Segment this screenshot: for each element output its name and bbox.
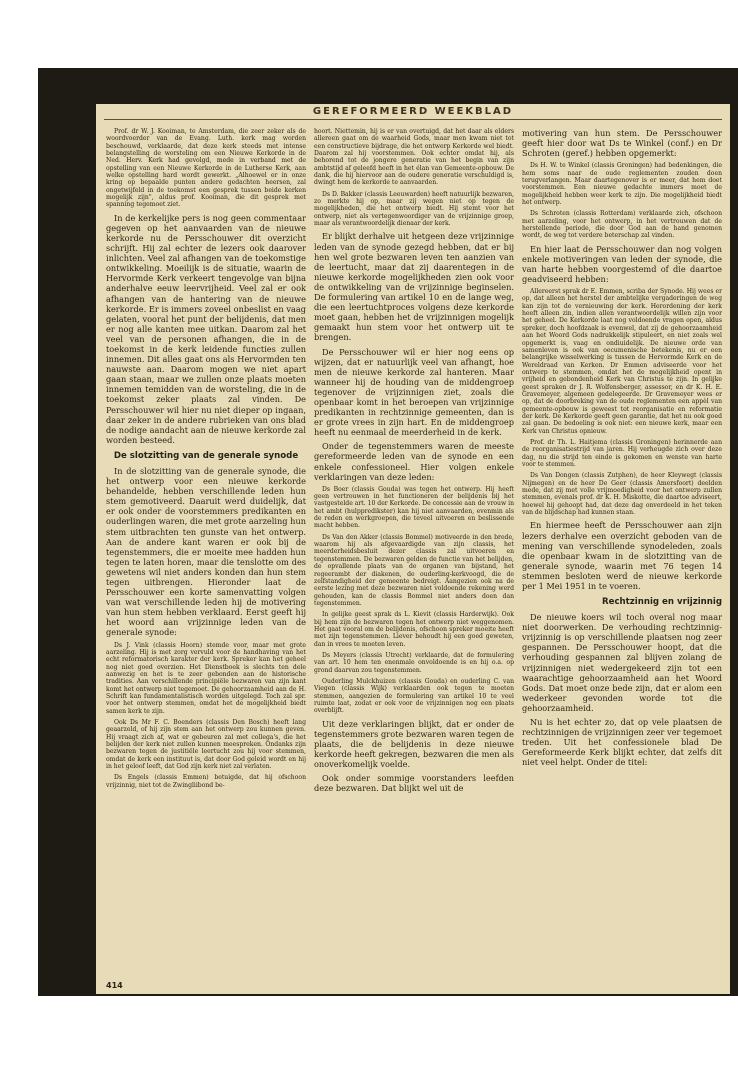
quote-paragraph: Ook Ds Mr F. C. Boenders (classis Den Bosch) heeft lang geaarzeld, of hij zijn stem aan het ontwerp zou kunnen geven. Hij vraagt zich af, wat er gebeuren zal met collega's, die het belijden der kerk niet zullen kunnen meespreken. Ondanks zijn bezwaren tegen de justitiële leertucht zou hij voor stemmen, omdat de kerk een instituut is, dat door God geleid wordt en hij in het geloof leeft, dat God zijn kerk niet zal verlaten. (106, 718, 306, 771)
quote-paragraph: Prof. dr Th. L. Haitjema (classis Groningen) herinnerde aan de reorganisatiestrijd van jaren. Hij verheugde zich over deze dag, nu die strijd ten einde is gekomen en wenste van harte voor te stemmen. (522, 438, 722, 468)
header-rule (104, 119, 722, 120)
quote-paragraph: Ds Van den Akker (classis Bommel) motiveerde in den brede, waarom hij als afgevaardigde van zijn classis, het meerderheidsbesluit dezer classis zal uitvoeren en tegenstemmen. De bezwaren gelden de functie van het belijden, de opvallende plaats van de organen van bijstand, het regeerambt der diakenen, de ouderling-kerkvoogd, die de zelfstandigheid der gemeente bedreigt. Aangezien ook na de eerste lezing met deze bezwaren niet voldoende rekening werd gehouden, kan de classis Bommel niet anders doen dan tegenstemmen. (314, 533, 514, 607)
section-heading: Rechtzinnig en vrijzinnig (602, 597, 722, 608)
quote-paragraph: Ds Boer (classis Gouda) was tegen het ontwerp. Hij heeft geen vertrouwen in het functioneren der belijdenis bij het vastgestelde art. 10 der Kerkorde. De concessie aan de vrouw in het ambt (hulppredikster) kan hij niet aanvaarden, evenmin als de reden en werkgroepen, die teveel uitvoeren en beslissende macht hebben. (314, 485, 514, 530)
body-paragraph: Er blijkt derhalve uit hetgeen deze vrijzinnige leden van de synode gezegd hebben, dat er bij hen wel grote bezwaren leven ten aanzien van de leertucht, maar dat zij daarentegen in de nieuwe kerkorde mogelijkheden zien ook voor de ontwikkeling van de vrijzinnige beginselen. De formulering van artikel 10 en de lange weg, die een leertuchtproces volgens deze kerkorde moet gaan, hebben het de vrijzinnigen mogelijk gemaakt hun stem voor het ontwerp uit te brengen. (314, 231, 514, 343)
body-paragraph: En hiermee heeft de Persschouwer aan zijn lezers derhalve een overzicht geboden van de mening van verschillende synodeleden, zoals die openbaar kwam in de slotzitting van de generale synode, waarin met 76 tegen 14 stemmen besloten werd de nieuwe kerkorde per 1 Mei 1951 in te voeren. (522, 520, 722, 591)
quote-paragraph: Ds J. Vink (classis Hoorn) stemde voor, maar met grote aarzeling. Hij is met zorg vervuld voor de handhaving van het echt reformatorisch karakter der kerk. Spreker kan het geheel nog niet goed overzien. Het Dienstboek is slechts ten dele aanwezig en het is te zeer gebonden aan de historische tradities. Aan verschillende principiële bezwaren van zijn kant komt het ontwerp niet tegemoet. De gehoorzaamheid aan de H. Schrift kan fundamentalistisch worden uitgelegd. Toch zal spr. voor het ontwerp stemmen, omdat het de mogelijkheid biedt samen kerk te zijn. (106, 641, 306, 715)
body-paragraph: Uit deze verklaringen blijkt, dat er onder de tegenstemmers grote bezwaren waren tegen de plaats, die de belijdenis in deze nieuwe kerkorde heeft gekregen, bezwaren die men als onoverkomelijk voelde. (314, 718, 514, 770)
quote-paragraph: hoort. Niettemin, hij is er van overtuigd, dat het daar als elders allereen gaat om de waarheid Gods, maar men kwam niet tot een constructieve bijdrage, die het ontwerp Kerkorde wel biedt. Daarom zal hij voorstemmen. Ook echter omdat hij, als behorend tot de jongere generatie van het begin van zijn ambtstijd af geleefd heeft in het élan van Gemeente-opbouw. De dank, die hij hiervoor aan de oudere generatie verschuldigd is, dwingt hem de kerkorde te aanvaarden. (314, 128, 514, 187)
quote-paragraph: Ouderling Mulckhuizen (classis Gouda) en ouderling C. van Viegen (classis Wijk) verklaarden ook tegen te moeten stemmen, aangezien de formulering van artikel 10 te veel ruimte laat, zodat er ook voor de vrijzinnigen nog een plaats overblijft. (314, 677, 514, 715)
quote-paragraph: Ds D. Bakker (classis Leeuwarden) heeft natuurlijk bezwaren, zo merkte hij op, maar zij wegen niet op tegen de mogelijkheden, die het ontwerp biedt. Hij stemt voor het ontwerp, niet als vertegenwoordiger van de vrijzinnige groep, maar als verantwoordelijk dienaar der kerk. (314, 190, 514, 228)
quote-paragraph: Ds Engels (classis Emmen) betuigde, dat hij ofschoon vrijzinnig, niet tot de Zwingliibond be- (106, 774, 306, 789)
body-paragraph: In de kerkelijke pers is nog geen commentaar gegeven op het aanvaarden van de nieuwe kerkorde nu de Persschouwer dit overzicht schrijft. Hij zal echter de lezers ook daarover inlichten. Veel zal afhangen van de toekomstige ontwikkeling. Moeilijk is de situatie, waarin de Hervormde Kerk verkeert tengevolge van bijna anderhalve eeuw leervrijheid. Veel zal er ook afhangen van de hantering van de nieuwe kerkorde. Er is immers zoveel onbeslist en vaag gelaten, vooral het punt der belijdenis, dat men er nog alle kanten mee uitkan. Daarom zal het veel van de personen afhangen, die in de toekomst in de kerk leidende functies zullen innemen. Dit alles gaat ons als Hervormden ten nauwste aan. Daarom mogen we niet apart gaan staan, maar we zullen onze plaats moeten innemen temidden van de worsteling, die in de toekomst zeker plaats zal vinden. De Persschouwer wil hier nu niet dieper op ingaan, daar zeker in de andere rubrieken van ons blad de nodige aandacht aan de nieuwe kerkorde zal worden besteed. (106, 212, 306, 445)
section-heading: De slotzitting van de generale synode (113, 450, 299, 461)
quote-paragraph: In gelijke geest sprak ds L. Kievit (classis Harderwijk). Ook bij hem zijn de bezwaren tegen het ontwerp niet weggenomen. Het gaat vooral om de belijdenis, ofschoon spreker moeite heeft met zijn tegenstemmen. Liever behoudt hij een goed geweten, dan in vrees te moeten leven. (314, 611, 514, 648)
body-paragraph: In de slotzitting van de generale synode, die het ontwerp voor een nieuwe kerkorde behandelde, hebben verschillende leden hun stem gemotiveerd. Daaruit werd duidelijk, dat er ook onder de voorstemmers predikanten en ouderlingen waren, die met grote aarzeling hun stem uitbrachten ten gunste van het ontwerp. Aan de andere kant waren er ook bij de tegenstemmers, die er moeite mee hadden hun tegen te laten horen, maar die tenslotte om des gewetens wil niet anders konden dan hun stem tegen uitbrengen. Hieronder laat de Persschouwer een korte samenvatting volgen van wat verschillende leden hij de motivering van hun stem hebben verklaard. Eerst geeft hij het woord aan vrijzinnige leden van de generale synode: (106, 465, 306, 638)
quote-paragraph: Ds Meyers (classis Utrecht) verklaarde, dat de formulering van art. 10 hem ten enenmale onvoldoende is en hij o.a. op grond daarvan zou tegenstemmen. (314, 651, 514, 674)
running-title: GEREFORMEERD WEEKBLAD (312, 106, 514, 117)
body-paragraph: Nu is het echter zo, dat op vele plaatsen de rechtzinnigen de vrijzinnigen zeer ver tegemoet treden. Uit het confessionele blad De Gereformeerde Kerk blijkt echter, dat zelfs dit niet veel helpt. Onder de titel: (522, 717, 722, 768)
newspaper-page (96, 104, 730, 994)
quote-paragraph: Allereerst sprak dr E. Emmen, scriba der Synode. Hij wees er op, dat alleen het herstel der ambtelijke vergaderingen de weg kan zijn tot de vernieuwing der kerk. Herordening der kerk heeft alleen zin, indien allen verantwoordelijk willen zijn voor het geheel. De Kerkorde laat nog voldoende vragen open, aldus spreker, doch hoofdzaak is evenwel, dat zij de gehoorzaamheid aan het Woord Gods nadrukkelijk stipuleert, en niet zoals wel opgemerkt is, vaag en ondiuidelijk. De nieuwe orde van samenleven is ook van oecumenische betekenis, nu er een belangrijke wisselwerking is tussen de Hervormde Kerk en de Wereldraad van Kerken. Dr Emmen adviseerde voor het ontwerp te stemmen, omdat het de mogelijkheid opent in vrijheid en gebondenheid Kerk van Christus te zijn. In gelijke geest spraken dr J. R. Wolfensberger, assessor, en dr K. H. E. Gravemeyer, algemeen gedelegeerde. Dr Gravemeyer wees er op, dat de doorbreking van de oude reglementen een appèl van gemeente-opbouw is geweest tot reorganisatie en reformatie der kerk. De Kerkorde geeft geen garantie, dat het nu ook goed zal gaan. De bedoeling is ook niet: een nieuwe kerk, maar een Kerk van Christus opnieuw. (522, 288, 722, 435)
quote-paragraph: Ds Schroten (classis Rotterdam) verklaarde zich, ofschoon met aarzeling, voor het ontwerp, in het vertrouwen dat de herstellende periode, die door God aan de hand genomen wordt, de weg tot verdere beterschap zal vinden. (522, 210, 722, 240)
body-paragraph: Ook onder sommige voorstanders leefden deze bezwaren. Dat blijkt wel uit de (314, 773, 514, 794)
quote-paragraph: Ds Van Dongen (classis Zutphen), de heer Kleywegt (classis Nijmegen) en de heer De Geer (classis Amersfoort) deelden mede, dat zij met volle vrijmoedigheid voor het ontwerp zullen stemmen, evenals prof. dr K. H. Miskotte, die daartoe adviseert, hoewel hij gehoopt had, dat deze dag onverdeeld in het teken van de blijdschap had kunnen staan. (522, 472, 722, 517)
body-paragraph: En hier laat de Persschouwer dan nog volgen enkele motiveringen van leden der synode, die van harte hebben voorgestemd of die daartoe geadviseerd hebben: (522, 243, 722, 284)
body-paragraph: Onder de tegenstemmers waren de meeste gereformeerde leden van de synode en een enkele confessioneel. Hier volgen enkele verklaringen van deze leden: (314, 441, 514, 482)
column-3 (522, 128, 722, 978)
page-number: 414 (106, 981, 123, 990)
intro-paragraph: Prof. dr W. J. Kooiman, te Amsterdam, die zeer zeker als de woordvoerder van de Evang. Luth. kerk mag worden beschouwd, verklaarde, dat deze kerk steeds met intense belangstelling de worsteling om een Nieuwe Kerkorde in de Ned. Herv. Kerk had gevolgd, mede in verband met de opstelling van een Nieuwe Kerkorde in de Lutherse Kerk, aan welke opstelling hard wordt gewerkt. „Alhoewel er in onze kring op bepaalde punten andere gedachten heersen, zal ongetwijfeld in de toekomst een gesprek tussen beide kerken mogelijk zijn", aldus prof. Kooiman, die dit gesprek met spanning tegemoet ziet. (106, 128, 306, 209)
body-paragraph: De Persschouwer wil er hier nog eens op wijzen, dat er natuurlijk veel van afhangt, hoe men de nieuwe kerkorde zal hanteren. Maar wanneer hij de houding van de middengroep tegenover de vrijzinnigen ziet, zoals die openbaar komt in het beroepen van vrijzinnige predikanten in rechtzinnige gemeenten, dan is er grote vrees in zijn hart. En de middengroep heeft nu eenmaal de meerderheid in de kerk. (314, 346, 514, 438)
column-1 (106, 128, 306, 973)
column-2 (314, 128, 514, 978)
body-paragraph: motivering van hun stem. De Persschouwer geeft hier door wat Ds te Winkel (conf.) en Dr Schroten (geref.) hebben opgemerkt: (522, 128, 722, 159)
quote-paragraph: Ds H. W. te Winkel (classis Groningen) had bedenkingen, die hem soms naar de oude reglementen zouden doen terugverlangen. Maar daartegenover is er meer, dat hem doet voorstemmen. Een nieuwe gedachte immers moet de mogelijkheid hebben weer kerk te zijn. Die mogelijkheid biedt het ontwerp. (522, 162, 722, 206)
body-paragraph: De nieuwe koers wil toch overal nog maar niet doorwerken. De verhouding rechtzinnig-vrijzinnig is op verschillende plaatsen nog zeer gespannen. De Persschouwer hoopt, dat die verhouding gespannen zal blijven zolang de vrijzinnigen niet wedergekeerd zijn tot een waarachtige gehoorzaamheid aan het Woord Gods. Dat moet onze bede zijn, dat er alom een wederkeer gevonden worde tot die gehoorzaamheid. (522, 612, 722, 713)
